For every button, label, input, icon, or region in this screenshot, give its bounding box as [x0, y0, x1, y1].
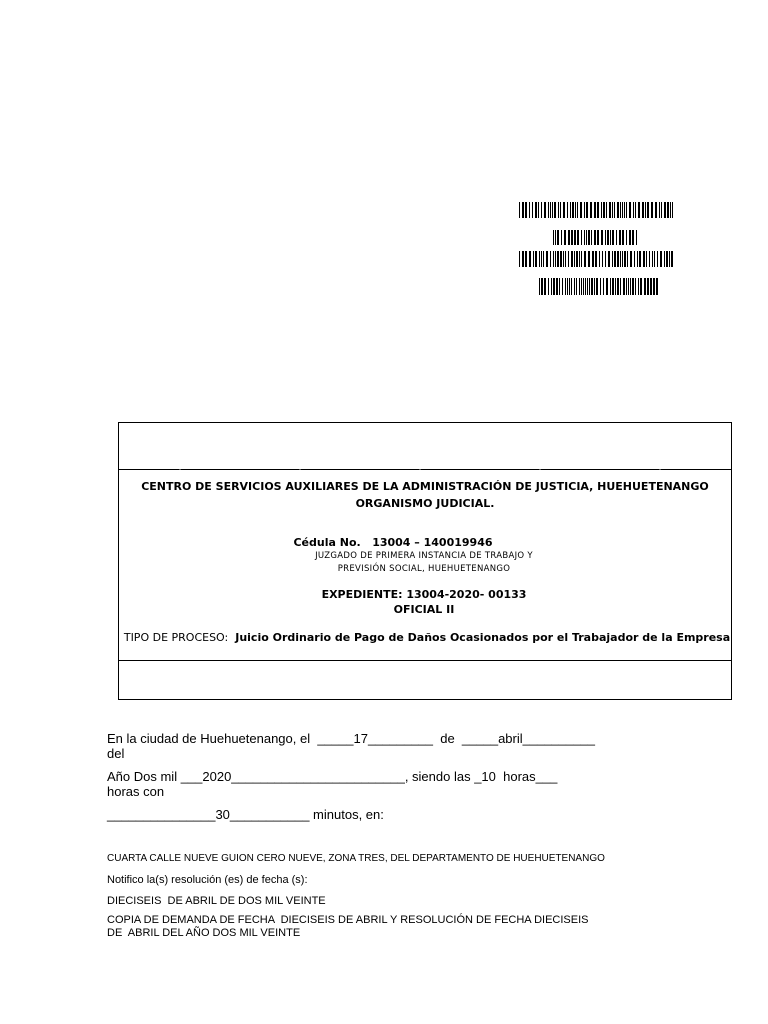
- barcode-bar: [605, 230, 606, 245]
- barcode-bar: [522, 202, 524, 218]
- barcode-bar: [546, 251, 548, 267]
- barcode-bar: [588, 230, 590, 245]
- barcode-bar: [581, 251, 582, 267]
- barcode-bar: [553, 251, 554, 267]
- barcode-bar: [614, 202, 615, 218]
- barcode-bar: [652, 251, 653, 267]
- minutes-line: _______________30___________ minutos, en:: [107, 807, 384, 822]
- barcode-bar: [544, 202, 546, 218]
- barcode-bar: [600, 278, 601, 295]
- barcode-bar: [560, 202, 561, 218]
- barcode-bar: [563, 202, 565, 218]
- barcode-bar: [620, 278, 621, 295]
- barcode-bar: [591, 230, 592, 245]
- barcode-bar: [659, 202, 660, 218]
- barcode-bar: [612, 278, 614, 295]
- barcode-bar: [629, 230, 631, 245]
- barcode-bar: [623, 278, 625, 295]
- barcode-bar: [575, 202, 576, 218]
- barcode-bar: [594, 202, 596, 218]
- barcode-bar: [541, 278, 543, 295]
- barcode-bar: [577, 230, 579, 245]
- barcode-bar: [571, 251, 573, 267]
- barcode-bar: [619, 230, 621, 245]
- barcode-bar: [592, 251, 594, 267]
- barcode-bar: [639, 251, 641, 267]
- barcode-bar: [606, 202, 607, 218]
- barcode-bar: [544, 278, 546, 295]
- barcode-bar: [574, 251, 575, 267]
- barcode-bar: [579, 278, 580, 295]
- barcode-bar: [610, 278, 611, 295]
- barcode-bar: [571, 278, 572, 295]
- barcode-bar: [586, 202, 588, 218]
- barcode-bar: [606, 278, 608, 295]
- barcode-bar: [615, 278, 616, 295]
- barcode-bar: [594, 230, 596, 245]
- barcode-bar: [649, 251, 650, 267]
- barcode-bar: [630, 278, 631, 295]
- barcode-bar: [535, 202, 537, 218]
- barcode-bar: [624, 251, 626, 267]
- barcode-bar: [645, 202, 646, 218]
- barcode-bar: [567, 278, 568, 295]
- barcode-bar: [584, 230, 585, 245]
- barcode-bar: [608, 251, 610, 267]
- barcode-bar: [609, 202, 611, 218]
- barcode-bar: [567, 202, 568, 218]
- barcode-bar: [557, 251, 559, 267]
- barcode-bar: [586, 230, 587, 245]
- barcode-bar: [603, 278, 604, 295]
- barcode-bar: [559, 278, 560, 295]
- barcode-bar: [672, 202, 673, 218]
- barcode-bar: [574, 230, 576, 245]
- barcode-bar: [556, 278, 558, 295]
- barcode-bar: [562, 278, 563, 295]
- barcode-bar: [633, 202, 634, 218]
- barcode-bar: [637, 251, 638, 267]
- barcode-1: [519, 202, 677, 218]
- barcode-bar: [656, 278, 658, 295]
- barcode-bar: [581, 230, 582, 245]
- barcode-bar: [599, 251, 600, 267]
- barcode-bar: [634, 251, 635, 267]
- barcode-bar: [576, 278, 577, 295]
- barcode-bar: [617, 251, 619, 267]
- barcode-bar: [643, 251, 645, 267]
- barcode-bar: [577, 202, 578, 218]
- barcode-bar: [654, 251, 655, 267]
- barcode-bar: [587, 278, 588, 295]
- barcode-bar: [591, 278, 593, 295]
- barcode-bar: [626, 230, 627, 245]
- juzgado-line-1: JUZGADO DE PRIMERA INSTANCIA DE TRABAJO Y: [315, 551, 533, 561]
- barcode-bar: [638, 278, 639, 295]
- expediente: EXPEDIENTE: 13004-2020- 00133: [321, 588, 527, 601]
- barcode-bar: [635, 278, 636, 295]
- barcode-bar: [655, 202, 657, 218]
- barcode-bar: [533, 251, 534, 267]
- barcode-bar: [644, 278, 646, 295]
- barcode-bar: [612, 202, 613, 218]
- barcode-bar: [630, 251, 632, 267]
- barcode-bar: [653, 278, 655, 295]
- date-line: En la ciudad de Huehuetenango, el _____17_________ de _____abril__________: [107, 731, 595, 746]
- juzgado-line-2: PREVISIÓN SOCIAL, HUEHUETENANGO: [337, 564, 511, 574]
- barcode-bar: [551, 278, 552, 295]
- barcode-bar: [632, 278, 634, 295]
- barcode-bar: [522, 251, 524, 267]
- barcode-bar: [626, 278, 627, 295]
- barcode-bar: [550, 251, 551, 267]
- barcode-bar: [532, 202, 533, 218]
- divider-bottom: [119, 660, 731, 661]
- barcode-bar: [553, 230, 554, 245]
- tipo-proceso: [123, 631, 731, 644]
- barcode-bar: [571, 230, 573, 245]
- barcode-bar: [616, 230, 617, 245]
- barcode-bar: [647, 278, 649, 295]
- year-line-cont: horas con: [107, 784, 165, 799]
- barcode-bar: [624, 202, 625, 218]
- barcode-bar: [539, 251, 540, 267]
- barcode-bar: [622, 202, 623, 218]
- barcode-bar: [584, 251, 586, 267]
- barcode-bar: [555, 230, 556, 245]
- barcode-bar: [519, 251, 520, 267]
- address: CUARTA CALLE NUEVE GUION CERO NUEVE, ZONA TRES, DEL DEPARTAMENTO DE HUEHUETENANGO: [107, 853, 605, 864]
- barcode-bar: [519, 202, 520, 218]
- barcode-bar: [620, 251, 621, 267]
- barcode-bar: [602, 251, 603, 267]
- barcode-bar: [597, 202, 599, 218]
- barcode-bar: [629, 202, 631, 218]
- barcode-bar: [535, 251, 537, 267]
- barcode-bar: [565, 278, 566, 295]
- cedula-value: 13004 – 140019946: [372, 536, 493, 549]
- barcode-bar: [525, 202, 527, 218]
- barcode-bar: [595, 251, 597, 267]
- barcode-bar: [661, 202, 662, 218]
- barcode-bar: [568, 230, 570, 245]
- barcode-bar: [560, 251, 562, 267]
- barcode-bar: [669, 251, 670, 267]
- barcode-bar: [664, 202, 666, 218]
- date-line-cont: del: [107, 746, 125, 761]
- header-line-2: ORGANISMO JUDICIAL.: [355, 497, 495, 510]
- barcode-bar: [581, 278, 582, 295]
- barcode-bar: [666, 251, 668, 267]
- barcode-bar: [570, 202, 571, 218]
- barcode-bar: [552, 202, 553, 218]
- barcode-bar: [541, 202, 542, 218]
- barcode-bar: [620, 202, 621, 218]
- barcode-bar: [548, 278, 549, 295]
- barcode-bar: [650, 278, 652, 295]
- barcode-bar: [548, 202, 549, 218]
- resolution-date: DIECISEIS DE ABRIL DE DOS MIL VEINTE: [107, 895, 326, 907]
- barcode-bar: [543, 251, 544, 267]
- barcode-bar: [569, 278, 570, 295]
- barcode-bar: [538, 202, 539, 218]
- barcode-bar: [572, 202, 574, 218]
- barcode-bar: [574, 278, 575, 295]
- barcode-bar: [590, 202, 592, 218]
- barcode-bar: [610, 230, 611, 245]
- barcode-bar: [563, 251, 564, 267]
- barcode-bar: [601, 230, 603, 245]
- barcode-bar: [640, 278, 642, 295]
- barcode-bar: [539, 278, 540, 295]
- barcode-bar: [557, 230, 559, 245]
- barcode-bar: [612, 251, 613, 267]
- barcode-bar: [617, 202, 619, 218]
- barcode-bar: [554, 202, 556, 218]
- barcode-bar: [555, 251, 556, 267]
- barcode-bar: [597, 230, 599, 245]
- barcode-bar: [550, 202, 551, 218]
- barcode-bar: [636, 230, 637, 245]
- barcode-bar: [660, 251, 662, 267]
- barcode-bar: [657, 251, 658, 267]
- barcode-bar: [632, 230, 634, 245]
- barcode-bar: [568, 251, 569, 267]
- barcode-bar: [579, 251, 580, 267]
- barcode-bar: [642, 202, 644, 218]
- barcode-bar: [525, 251, 527, 267]
- barcode-bar: [670, 202, 671, 218]
- barcode-bar: [580, 202, 582, 218]
- oficial: OFICIAL II: [393, 603, 455, 616]
- barcode-bar: [561, 230, 562, 245]
- barcode-bar: [565, 251, 566, 267]
- tipo-proceso-value: Juicio Ordinario de Pago de Daños Ocasionados por el Trabajador de la Empresa: [235, 631, 731, 644]
- barcode-bar: [558, 202, 559, 218]
- barcode-bar: [671, 251, 673, 267]
- barcode-bar: [622, 230, 624, 245]
- barcode-bar: [596, 278, 598, 295]
- barcode-bar: [646, 251, 647, 267]
- notifico-line: Notifico la(s) resolución (es) de fecha (s):: [107, 874, 308, 886]
- cedula: [55, 536, 731, 549]
- barcode-bar: [627, 251, 628, 267]
- barcode-3: [519, 251, 677, 267]
- barcode-bar: [628, 278, 629, 295]
- barcode-bar: [529, 251, 531, 267]
- barcode-bar: [564, 230, 566, 245]
- divider-top: [119, 469, 731, 470]
- cedula-label: Cédula No.: [293, 536, 361, 549]
- barcode-bar: [667, 202, 669, 218]
- barcode-bar: [529, 202, 530, 218]
- header-line-1: CENTRO DE SERVICIOS AUXILIARES DE LA ADMINISTRACIÓN DE JUSTICIA, HUEHUETENANGO: [141, 480, 709, 493]
- year-line: Año Dos mil ___2020________________________, siendo las _10 horas___: [107, 769, 558, 784]
- barcode-bar: [576, 251, 578, 267]
- barcode-4: [539, 278, 659, 295]
- barcode-bar: [585, 278, 586, 295]
- barcode-bar: [583, 278, 584, 295]
- barcode-bar: [651, 202, 653, 218]
- barcode-bar: [622, 251, 623, 267]
- barcode-bar: [588, 251, 590, 267]
- barcode-bar: [594, 278, 595, 295]
- copia-line-2: DE ABRIL DEL AÑO DOS MIL VEINTE: [107, 927, 301, 939]
- barcode-bar: [635, 202, 636, 218]
- header-box: [118, 422, 732, 700]
- copia-line-1: COPIA DE DEMANDA DE FECHA DIECISEIS DE ABRIL Y RESOLUCIÓN DE FECHA DIECISEIS: [107, 914, 589, 926]
- tipo-proceso-label: TIPO DE PROCESO:: [123, 631, 229, 644]
- barcode-bar: [664, 251, 665, 267]
- barcode-bar: [607, 230, 609, 245]
- barcode-bar: [638, 202, 640, 218]
- barcode-bar: [584, 202, 585, 218]
- barcode-bar: [603, 202, 605, 218]
- barcode-bar: [626, 202, 627, 218]
- barcode-bar: [589, 278, 590, 295]
- barcode-2: [553, 230, 639, 245]
- barcode-bar: [614, 251, 616, 267]
- barcode-bar: [553, 278, 555, 295]
- barcode-bar: [647, 202, 649, 218]
- barcode-bar: [605, 251, 606, 267]
- barcode-bar: [601, 202, 602, 218]
- barcode-bar: [617, 278, 619, 295]
- barcode-bar: [541, 251, 542, 267]
- barcode-bar: [612, 230, 614, 245]
